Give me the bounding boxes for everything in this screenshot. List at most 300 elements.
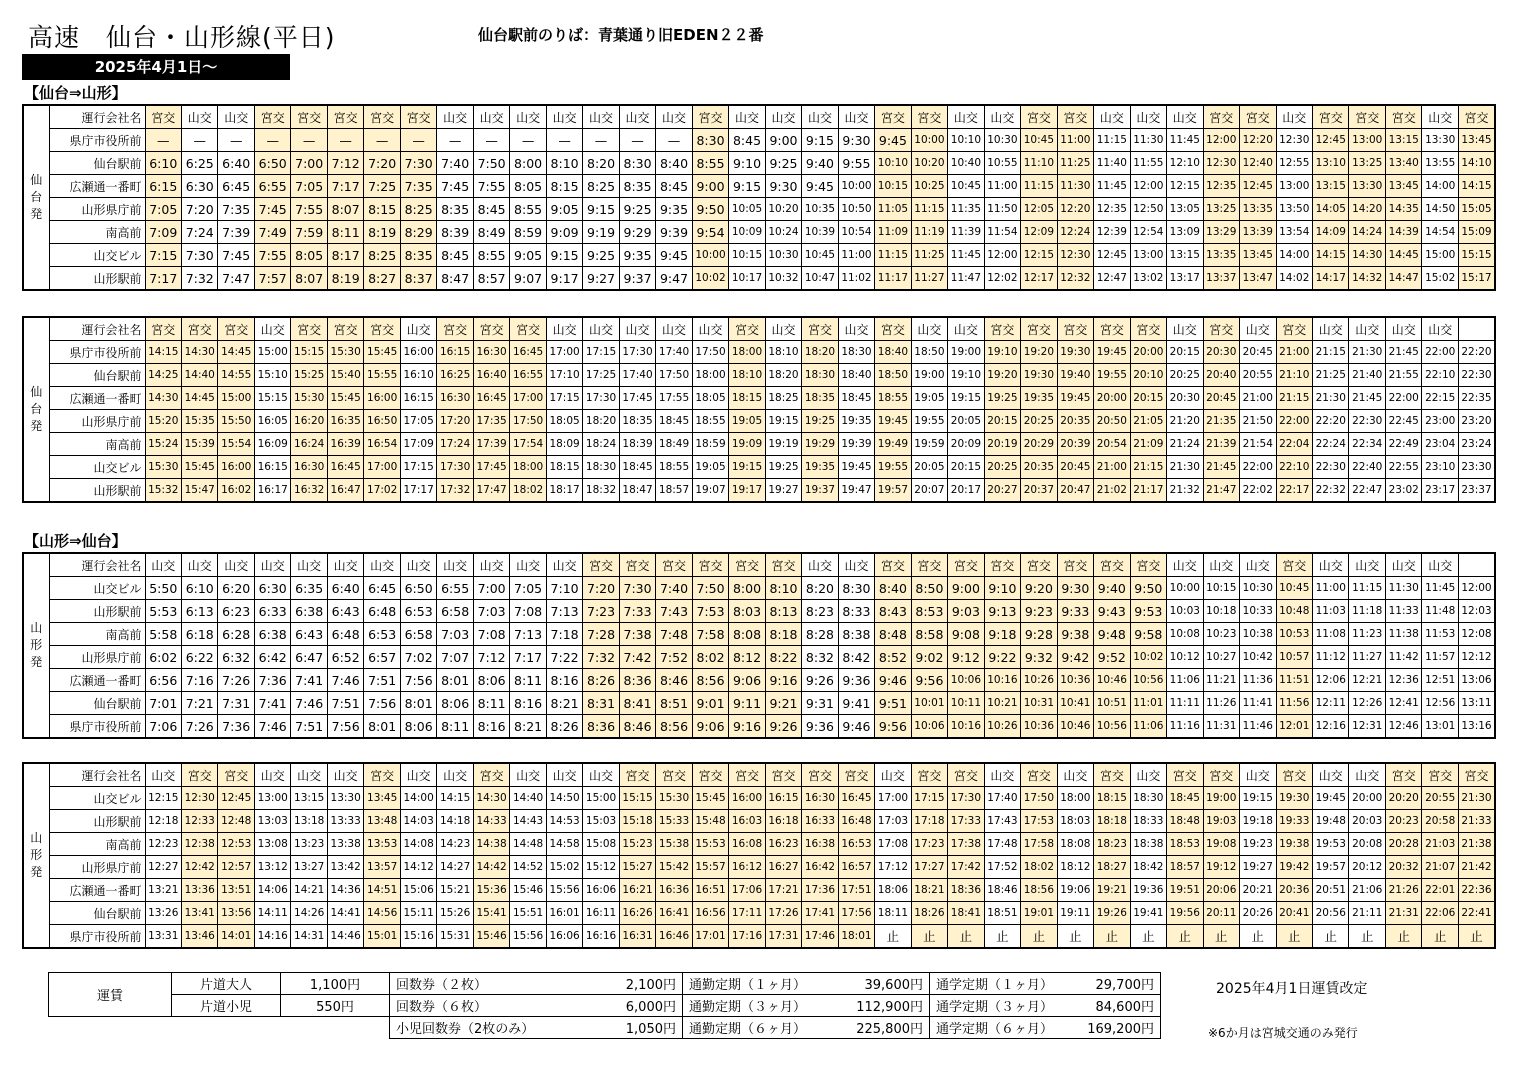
section-heading-yamagata-to-sendai: 【山形⇒仙台】: [24, 532, 127, 550]
time-cell: 6:43: [327, 600, 363, 623]
time-cell: 8:37: [400, 267, 436, 291]
time-cell: 17:05: [400, 410, 436, 433]
time-cell: 11:45: [1422, 577, 1458, 600]
time-cell: 9:41: [838, 692, 874, 715]
page-title: 高速 仙台・山形線(平日): [28, 23, 336, 52]
time-cell: 18:40: [838, 364, 874, 387]
time-cell: 17:25: [583, 364, 619, 387]
time-cell: 止: [1385, 925, 1421, 949]
time-cell: 8:23: [802, 600, 838, 623]
time-cell: 10:20: [911, 152, 947, 175]
time-cell: 20:15: [984, 410, 1020, 433]
time-cell: 8:11: [327, 221, 363, 244]
time-cell: 17:17: [400, 479, 436, 503]
operator-cell: 宮交: [692, 553, 728, 577]
operator-cell: 宮交: [729, 317, 765, 341]
time-cell: 17:46: [802, 925, 838, 949]
time-cell: 10:48: [1276, 600, 1312, 623]
time-cell: 22:41: [1458, 902, 1495, 925]
time-cell: 20:09: [948, 433, 984, 456]
stop-name: 広瀬通一番町: [49, 879, 145, 902]
time-cell: 11:30: [1385, 577, 1421, 600]
time-cell: 19:07: [692, 479, 728, 503]
time-cell: 20:00: [1349, 787, 1385, 810]
operator-cell: 宮交: [364, 105, 400, 129]
operator-cell: 宮交: [619, 763, 655, 787]
time-cell: 9:10: [984, 577, 1020, 600]
time-cell: 15:02: [1422, 267, 1458, 291]
time-cell: 11:45: [1167, 129, 1203, 152]
time-cell: 12:45: [1240, 175, 1276, 198]
time-cell: 13:53: [364, 833, 400, 856]
operator-cell: 宮交: [1021, 317, 1057, 341]
time-cell: 19:39: [838, 433, 874, 456]
time-cell: 16:27: [765, 856, 801, 879]
time-cell: 9:11: [729, 692, 765, 715]
time-cell: 11:55: [1130, 152, 1166, 175]
time-cell: 21:39: [1203, 433, 1239, 456]
table-row: [23, 152, 1495, 175]
time-cell: 11:46: [1240, 715, 1276, 739]
time-cell: 11:27: [1349, 646, 1385, 669]
stop-name: 広瀬通一番町: [49, 387, 145, 410]
time-cell: 18:06: [875, 879, 911, 902]
fare-school6: 169,200円: [1072, 1017, 1161, 1039]
time-cell: 11:10: [1021, 152, 1057, 175]
time-cell: 14:54: [1422, 221, 1458, 244]
time-cell: 10:00: [1167, 577, 1203, 600]
time-cell: 7:35: [218, 198, 254, 221]
operator-cell: 宮交: [218, 763, 254, 787]
time-cell: 17:30: [437, 456, 473, 479]
time-cell: 13:42: [327, 856, 363, 879]
fare-coupon6: 6,000円: [570, 995, 683, 1017]
time-cell: 12:38: [181, 833, 217, 856]
time-cell: 13:40: [1385, 152, 1421, 175]
time-cell: 17:53: [1021, 810, 1057, 833]
time-cell: 7:51: [364, 669, 400, 692]
time-cell: 14:56: [364, 902, 400, 925]
time-cell: 21:47: [1203, 479, 1239, 503]
time-cell: 10:45: [802, 244, 838, 267]
time-cell: 20:07: [911, 479, 947, 503]
direction-label: 仙 台 発: [23, 105, 49, 290]
fare-one-way-adult-label: 片道大人: [172, 973, 281, 995]
time-cell: 16:03: [729, 810, 765, 833]
time-cell: 19:03: [1203, 810, 1239, 833]
time-cell: 22:55: [1385, 456, 1421, 479]
time-cell: 9:29: [619, 221, 655, 244]
time-cell: 19:01: [1021, 902, 1057, 925]
time-cell: 17:00: [510, 387, 546, 410]
time-cell: 21:30: [1167, 456, 1203, 479]
time-cell: 9:15: [729, 175, 765, 198]
time-cell: 14:06: [254, 879, 290, 902]
operator-cell: 宮交: [1458, 105, 1495, 129]
operator-cell: 山交: [692, 317, 728, 341]
time-cell: 14:01: [218, 925, 254, 949]
time-cell: 9:45: [656, 244, 692, 267]
time-cell: 10:02: [1130, 646, 1166, 669]
time-cell: 13:35: [1240, 198, 1276, 221]
time-cell: 11:01: [1130, 692, 1166, 715]
time-cell: 10:30: [765, 244, 801, 267]
time-cell: 18:33: [1130, 810, 1166, 833]
time-cell: 19:10: [948, 364, 984, 387]
time-cell: 8:03: [729, 600, 765, 623]
time-cell: 15:30: [145, 456, 181, 479]
time-cell: 7:26: [218, 669, 254, 692]
fare-school3-label: 通学定期（３ヶ月）: [930, 995, 1073, 1017]
stop-name: 山形県庁前: [49, 410, 145, 433]
operator-cell: 山交: [291, 553, 327, 577]
time-cell: 13:15: [1167, 244, 1203, 267]
time-cell: 19:09: [729, 433, 765, 456]
table-row: [23, 364, 1495, 387]
time-cell: 15:35: [181, 410, 217, 433]
time-cell: 17:00: [364, 456, 400, 479]
time-cell: 8:11: [473, 692, 509, 715]
time-cell: 18:36: [948, 879, 984, 902]
time-cell: 9:50: [1130, 577, 1166, 600]
time-cell: 13:30: [1422, 129, 1458, 152]
time-cell: 18:10: [729, 364, 765, 387]
time-cell: 12:05: [1021, 198, 1057, 221]
time-cell: 18:41: [948, 902, 984, 925]
time-cell: 16:48: [838, 810, 874, 833]
time-cell: 14:00: [1276, 244, 1312, 267]
time-cell: 19:48: [1313, 810, 1349, 833]
time-cell: 12:35: [1203, 175, 1239, 198]
table-row: [23, 715, 1495, 739]
time-cell: 11:45: [948, 244, 984, 267]
time-cell: 13:15: [1385, 129, 1421, 152]
time-cell: 9:10: [729, 152, 765, 175]
time-cell: 9:06: [729, 669, 765, 692]
time-cell: 13:26: [145, 902, 181, 925]
time-cell: 11:50: [984, 198, 1020, 221]
time-cell: 16:20: [291, 410, 327, 433]
time-cell: 22:32: [1313, 479, 1349, 503]
time-cell: 23:02: [1385, 479, 1421, 503]
stop-name: 南高前: [49, 221, 145, 244]
time-cell: 18:48: [1167, 810, 1203, 833]
time-cell: 8:35: [437, 198, 473, 221]
time-cell: 11:15: [1349, 577, 1385, 600]
operator-cell: 宮交: [875, 317, 911, 341]
table-row: [23, 902, 1495, 925]
time-cell: 15:30: [327, 341, 363, 364]
time-cell: 10:01: [911, 692, 947, 715]
operator-cell: 山交: [145, 763, 181, 787]
time-cell: 14:25: [145, 364, 181, 387]
time-cell: 8:20: [802, 577, 838, 600]
time-cell: 15:24: [145, 433, 181, 456]
time-cell: 15:45: [692, 787, 728, 810]
stop-name: 仙台駅前: [49, 692, 145, 715]
time-cell: 10:51: [1094, 692, 1130, 715]
time-cell: 14:39: [1385, 221, 1421, 244]
time-cell: 9:02: [911, 646, 947, 669]
time-cell: 7:46: [327, 669, 363, 692]
time-cell: 11:53: [1422, 623, 1458, 646]
operator-cell: [1458, 553, 1495, 577]
time-cell: 7:30: [400, 152, 436, 175]
time-cell: 8:25: [400, 198, 436, 221]
time-cell: 19:15: [948, 387, 984, 410]
time-cell: 16:32: [291, 479, 327, 503]
time-cell: 23:24: [1458, 433, 1495, 456]
time-cell: 16:02: [218, 479, 254, 503]
time-cell: 8:21: [546, 692, 582, 715]
time-cell: 6:33: [254, 600, 290, 623]
time-cell: 10:05: [729, 198, 765, 221]
fare-table: [48, 972, 1161, 1039]
operator-cell: 山交: [1385, 317, 1421, 341]
time-cell: 18:05: [692, 387, 728, 410]
time-cell: 9:30: [765, 175, 801, 198]
operator-cell: 山交: [1349, 553, 1385, 577]
time-cell: 16:55: [510, 364, 546, 387]
time-cell: 7:16: [181, 669, 217, 692]
operator-cell: 宮交: [291, 105, 327, 129]
time-cell: 7:51: [327, 692, 363, 715]
time-cell: 14:15: [1313, 244, 1349, 267]
time-cell: 13:00: [1130, 244, 1166, 267]
time-cell: 7:06: [145, 715, 181, 739]
time-cell: 7:42: [619, 646, 655, 669]
time-cell: 6:53: [400, 600, 436, 623]
time-cell: 11:19: [911, 221, 947, 244]
time-cell: 11:21: [1203, 669, 1239, 692]
time-cell: 21:25: [1313, 364, 1349, 387]
time-cell: 8:00: [729, 577, 765, 600]
time-cell: 16:53: [838, 833, 874, 856]
time-cell: 10:50: [838, 198, 874, 221]
time-cell: 16:50: [364, 410, 400, 433]
time-cell: 7:45: [437, 175, 473, 198]
operator-cell: 山交: [254, 763, 290, 787]
time-cell: 止: [1021, 925, 1057, 949]
time-cell: 14:09: [1313, 221, 1349, 244]
time-cell: 20:06: [1203, 879, 1239, 902]
time-cell: 12:30: [181, 787, 217, 810]
time-cell: 8:15: [364, 198, 400, 221]
direction-label: 山 形 発: [23, 763, 49, 948]
time-cell: 8:28: [802, 623, 838, 646]
time-cell: 7:56: [364, 692, 400, 715]
time-cell: 14:23: [437, 833, 473, 856]
time-cell: 18:51: [984, 902, 1020, 925]
time-cell: 19:35: [838, 410, 874, 433]
stop-name: 山形県庁前: [49, 646, 145, 669]
stop-name: 山形県庁前: [49, 856, 145, 879]
operator-cell: 山交: [437, 763, 473, 787]
operator-cell: 山交: [838, 553, 874, 577]
time-cell: 10:35: [802, 198, 838, 221]
time-cell: 6:48: [327, 623, 363, 646]
time-cell: 20:21: [1240, 879, 1276, 902]
time-cell: 20:40: [1203, 364, 1239, 387]
operator-cell: 山交: [838, 105, 874, 129]
time-cell: 20:39: [1057, 433, 1093, 456]
operator-cell: [1458, 317, 1495, 341]
time-cell: 12:39: [1094, 221, 1130, 244]
time-cell: 17:15: [400, 456, 436, 479]
operator-cell: 山交: [510, 763, 546, 787]
time-cell: 19:45: [1057, 387, 1093, 410]
time-cell: 15:17: [1458, 267, 1495, 291]
time-cell: 12:30: [1057, 244, 1093, 267]
time-cell: 17:20: [437, 410, 473, 433]
time-cell: 10:17: [729, 267, 765, 291]
time-cell: 21:30: [1349, 341, 1385, 364]
time-cell: 19:25: [802, 410, 838, 433]
time-cell: 15:06: [400, 879, 436, 902]
time-cell: 21:32: [1167, 479, 1203, 503]
operator-cell: 山交: [327, 763, 363, 787]
time-cell: 10:45: [948, 175, 984, 198]
time-cell: 13:55: [1422, 152, 1458, 175]
operator-cell: 宮交: [364, 763, 400, 787]
time-cell: 20:51: [1313, 879, 1349, 902]
time-cell: 16:46: [656, 925, 692, 949]
time-cell: 22:02: [1240, 479, 1276, 503]
time-cell: 6:25: [181, 152, 217, 175]
time-cell: —: [473, 129, 509, 152]
operator-cell: 宮交: [1313, 105, 1349, 129]
time-cell: 7:08: [473, 623, 509, 646]
time-cell: 7:21: [181, 692, 217, 715]
time-cell: 13:29: [1203, 221, 1239, 244]
time-cell: 19:33: [1276, 810, 1312, 833]
time-cell: 10:46: [1094, 669, 1130, 692]
time-cell: 8:45: [729, 129, 765, 152]
time-cell: 19:45: [838, 456, 874, 479]
fare-coupon2-label: 回数券（２枚）: [390, 973, 571, 995]
operator-cell: 宮交: [692, 105, 728, 129]
time-cell: 11:00: [1057, 129, 1093, 152]
time-cell: 22:34: [1349, 433, 1385, 456]
time-cell: 17:30: [583, 387, 619, 410]
time-cell: 8:35: [400, 244, 436, 267]
time-cell: 16:15: [400, 387, 436, 410]
table-row: [23, 577, 1495, 600]
time-cell: 20:23: [1385, 810, 1421, 833]
time-cell: 22:47: [1349, 479, 1385, 503]
time-cell: 22:00: [1276, 410, 1312, 433]
time-cell: 16:15: [254, 456, 290, 479]
time-cell: 21:00: [1240, 387, 1276, 410]
time-cell: 16:09: [254, 433, 290, 456]
time-cell: 13:33: [327, 810, 363, 833]
operator-cell: 山交: [218, 553, 254, 577]
time-cell: 止: [1313, 925, 1349, 949]
time-cell: 11:16: [1167, 715, 1203, 739]
time-cell: 20:30: [1203, 341, 1239, 364]
time-cell: 15:39: [181, 433, 217, 456]
time-cell: 19:38: [1276, 833, 1312, 856]
time-cell: 9:32: [1021, 646, 1057, 669]
operator-cell: 宮交: [948, 553, 984, 577]
time-cell: 14:47: [1385, 267, 1421, 291]
time-cell: 11:30: [1130, 129, 1166, 152]
time-cell: 19:17: [729, 479, 765, 503]
time-cell: 10:31: [1021, 692, 1057, 715]
time-cell: 22:20: [1458, 341, 1495, 364]
time-cell: 12:48: [218, 810, 254, 833]
time-cell: 21:35: [1203, 410, 1239, 433]
time-cell: 17:39: [473, 433, 509, 456]
operator-cell: 山交: [1167, 105, 1203, 129]
time-cell: 7:01: [145, 692, 181, 715]
stop-name: 山形駅前: [49, 810, 145, 833]
time-cell: 19:51: [1167, 879, 1203, 902]
time-cell: 20:25: [1167, 364, 1203, 387]
time-cell: 12:33: [181, 810, 217, 833]
time-cell: 10:25: [911, 175, 947, 198]
time-cell: 16:45: [838, 787, 874, 810]
time-cell: 9:15: [583, 198, 619, 221]
time-cell: 19:19: [765, 433, 801, 456]
time-cell: 19:20: [984, 364, 1020, 387]
time-cell: 15:48: [692, 810, 728, 833]
time-cell: 8:59: [510, 221, 546, 244]
time-cell: 7:13: [510, 623, 546, 646]
time-cell: 10:15: [875, 175, 911, 198]
time-cell: 18:09: [546, 433, 582, 456]
time-cell: 9:28: [1021, 623, 1057, 646]
time-cell: 8:02: [692, 646, 728, 669]
time-cell: 13:23: [291, 833, 327, 856]
time-cell: 18:17: [546, 479, 582, 503]
operator-cell: 宮交: [218, 317, 254, 341]
time-cell: 12:02: [984, 267, 1020, 291]
time-cell: 18:45: [619, 456, 655, 479]
time-cell: 9:22: [984, 646, 1020, 669]
time-cell: 12:12: [1458, 646, 1495, 669]
time-cell: 13:00: [254, 787, 290, 810]
operator-cell: 山交: [838, 317, 874, 341]
time-cell: 8:08: [729, 623, 765, 646]
time-cell: 20:50: [1094, 410, 1130, 433]
time-cell: 7:40: [656, 577, 692, 600]
time-cell: 9:12: [948, 646, 984, 669]
stop-name: 県庁市役所前: [49, 925, 145, 949]
time-cell: 15:27: [619, 856, 655, 879]
time-cell: 9:36: [802, 715, 838, 739]
time-cell: 10:36: [1021, 715, 1057, 739]
table-row: [23, 925, 1495, 949]
time-cell: 21:00: [1094, 456, 1130, 479]
time-cell: 8:45: [473, 198, 509, 221]
time-cell: 8:20: [583, 152, 619, 175]
time-cell: 14:11: [254, 902, 290, 925]
time-cell: 15:45: [181, 456, 217, 479]
time-cell: 8:30: [838, 577, 874, 600]
time-cell: 18:39: [619, 433, 655, 456]
time-cell: 15:15: [1458, 244, 1495, 267]
stop-name: 山交ビル: [49, 456, 145, 479]
operator-cell: 山交: [400, 763, 436, 787]
time-cell: 8:06: [437, 692, 473, 715]
time-cell: 22:30: [1313, 456, 1349, 479]
time-cell: 止: [984, 925, 1020, 949]
time-cell: 9:26: [802, 669, 838, 692]
time-cell: 23:20: [1458, 410, 1495, 433]
time-cell: 19:05: [729, 410, 765, 433]
time-cell: 6:55: [437, 577, 473, 600]
